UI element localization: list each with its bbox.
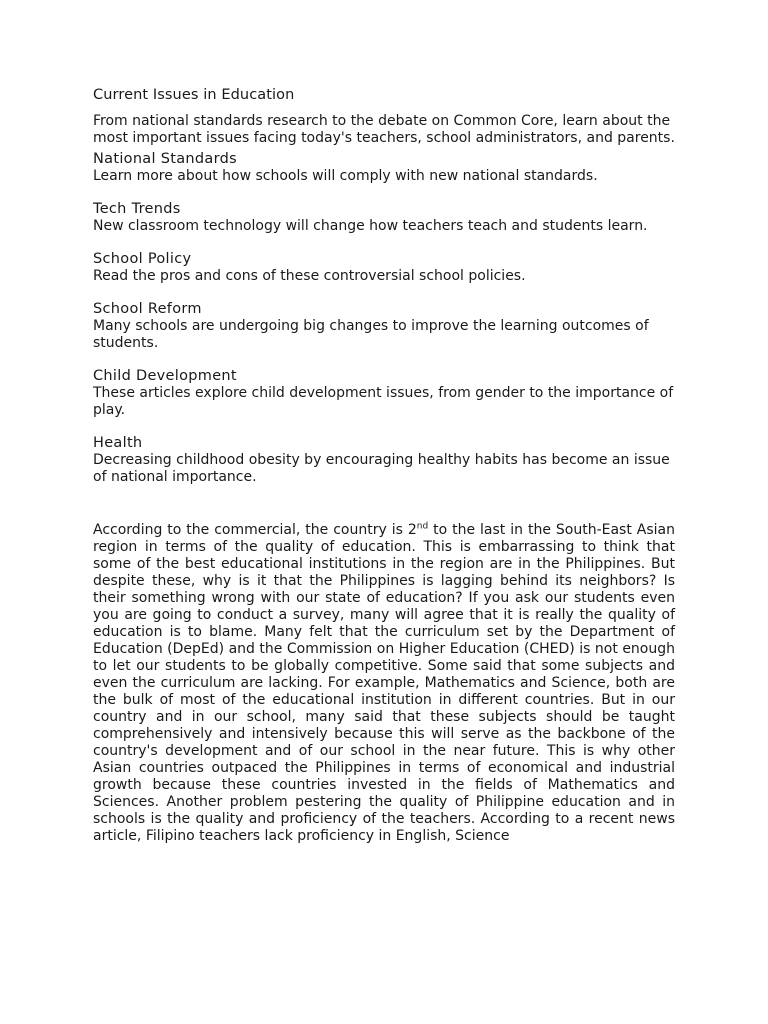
body-rest: to the last in the South-East Asian region in terms of the quality of education. This is embarrassing to think that some of the best educational institutions in the region are in the Philippines. But despite these, why is it that the Philippines is lagging behind its neighbors? Is their something wrong with our state of education? If you ask our students even you are going to conduct a survey, many will agree that it is really the quality of education is to blame. Many felt that the curriculum set by the Department of Education (DepEd) and the Commission on Higher Education (CHED) is not enough to let our students to be globally competitive. Some said that some subjects and even the curriculum are lacking. For example, Mathematics and Science, both are the bulk of most of the educational institution in different countries. But in our country and in our school, many said that these subjects should be taught comprehensively and intensively because this will serve as the backbone of the country's development and of our school in the near future. This is why other Asian countries outpaced the Philippines in terms of economical and industrial growth because these countries invested in the fields of Mathematics and Sciences. Another problem pestering the quality of Philippine education and in schools is the quality and proficiency of the teachers. According to a recent news article, Filipino teachers lack proficiency in English, Science [93, 522, 675, 844]
section-tech-trends [93, 201, 675, 235]
section-text: Learn more about how schools will comply with new national standards. [93, 168, 598, 184]
section-child-development [93, 368, 675, 419]
section-heading: Child Development [93, 368, 237, 384]
section-heading: School Policy [93, 251, 192, 267]
ordinal-superscript: nd [416, 521, 429, 532]
section-text: New classroom technology will change how teachers teach and students learn. [93, 218, 648, 234]
section-text: Read the pros and cons of these controversial school policies. [93, 268, 526, 284]
section-health [93, 435, 675, 486]
intro-paragraph: From national standards research to the debate on Common Core, learn about the most important issues facing today's teachers, school administrators, and parents. [93, 113, 675, 146]
section-heading: School Reform [93, 301, 202, 317]
document-page [93, 86, 675, 845]
section-text: Decreasing childhood obesity by encouraging healthy habits has become an issue of national importance. [93, 452, 670, 485]
body-lead: According to the commercial, the country is 2 [93, 522, 417, 538]
section-heading: Health [93, 435, 143, 451]
section-national-standards [93, 151, 675, 185]
section-school-reform [93, 301, 675, 352]
section-text: Many schools are undergoing big changes to improve the learning outcomes of students. [93, 318, 649, 351]
document-title: Current Issues in Education [93, 87, 295, 103]
section-heading: National Standards [93, 151, 237, 167]
section-heading: Tech Trends [93, 201, 181, 217]
body-paragraph [93, 522, 675, 845]
section-school-policy [93, 251, 675, 285]
section-text: These articles explore child development issues, from gender to the importance of play. [93, 385, 674, 418]
